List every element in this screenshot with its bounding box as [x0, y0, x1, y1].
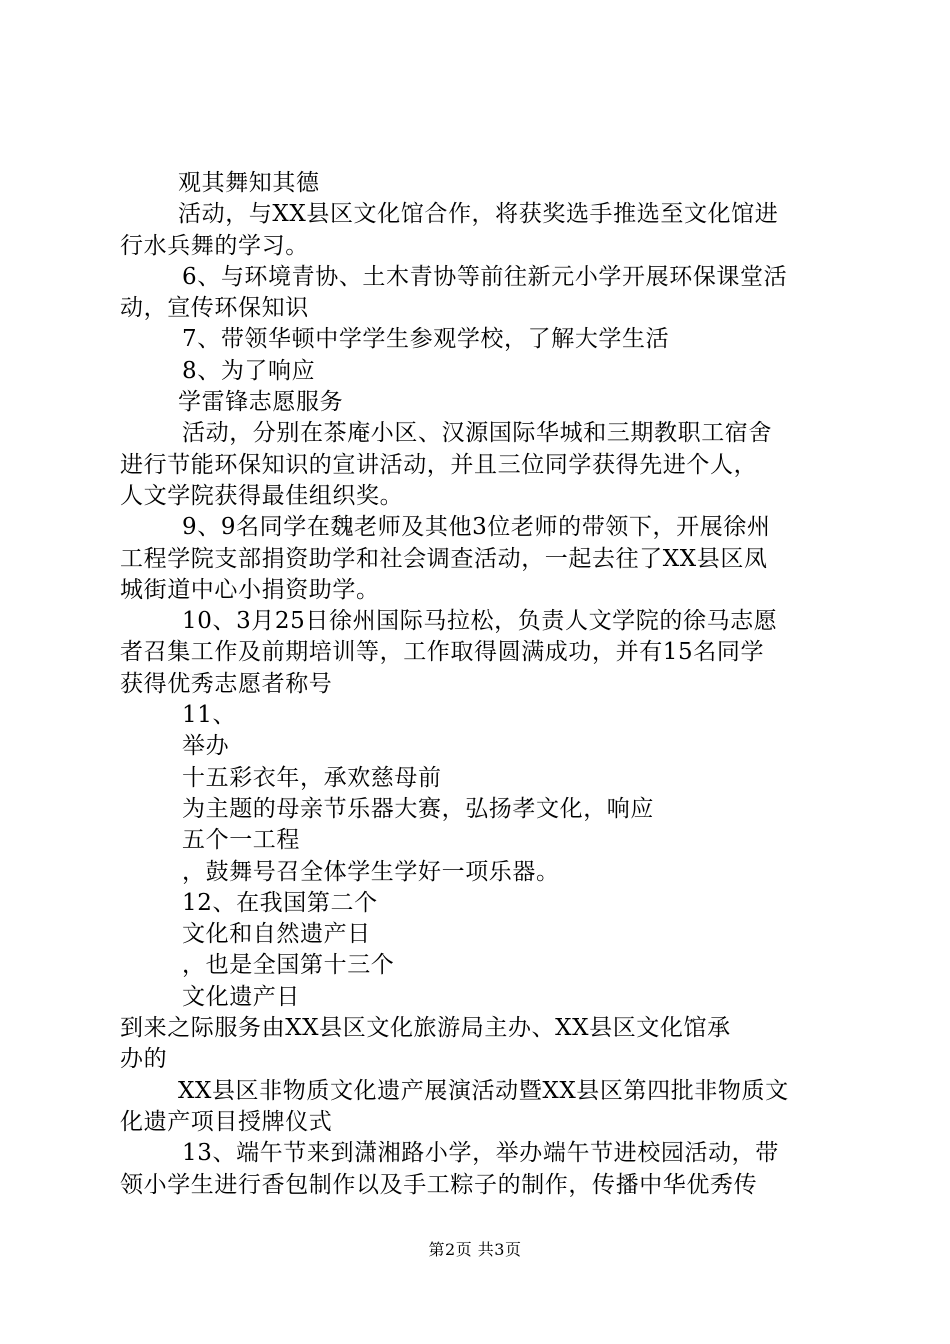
- text-line: 城街道中心小捐资助学。: [120, 576, 380, 603]
- text-line: ，鼓舞号召全体学生学好一项乐器。: [182, 858, 560, 885]
- text-line: XX县区非物质文化遗产展演活动暨XX县区第四批非物质文: [178, 1077, 789, 1104]
- text-line: 获得优秀志愿者称号: [120, 670, 333, 697]
- text-line: 为主题的母亲节乐器大赛，弘扬孝文化，响应: [182, 795, 654, 822]
- text-line: 进行节能环保知识的宣讲活动，并且三位同学获得先进个人，: [120, 451, 758, 478]
- text-line: 6、与环境青协、土木青协等前往新元小学开展环保课堂活: [182, 263, 788, 290]
- text-line: 动，宣传环保知识: [120, 295, 309, 322]
- text-line: 7、带领华顿中学学生参观学校，了解大学生活: [182, 326, 670, 353]
- text-line: 办的: [120, 1046, 168, 1073]
- text-line: 举办: [182, 733, 230, 760]
- text-line: 领小学生进行香包制作以及手工粽子的制作，传播中华优秀传: [120, 1171, 758, 1198]
- text-line: 9、9名同学在魏老师及其他3位老师的带领下，开展徐州: [182, 514, 771, 541]
- text-line: 活动，分别在茶庵小区、汉源国际华城和三期教职工宿舍: [182, 420, 772, 447]
- text-line: 10、3月25日徐州国际马拉松，负责人文学院的徐马志愿: [182, 608, 778, 635]
- text-line: 12、在我国第二个: [182, 889, 378, 916]
- text-line: 十五彩衣年，承欢慈母前: [182, 764, 442, 791]
- text-line: 者召集工作及前期培训等，工作取得圆满成功，并有15名同学: [120, 639, 765, 666]
- text-line: 文化和自然遗产日: [182, 921, 371, 948]
- page-number-footer: 第2页 共3页: [428, 1240, 522, 1259]
- text-line: ，也是全国第十三个: [182, 952, 395, 979]
- text-line: 8、为了响应: [182, 357, 316, 384]
- text-line: 13、端午节来到潇湘路小学，举办端午节进校园活动，带: [182, 1140, 779, 1167]
- text-line: 工程学院支部捐资助学和社会调查活动，一起去往了XX县区凤: [120, 545, 768, 572]
- text-line: 人文学院获得最佳组织奖。: [120, 482, 404, 509]
- text-line: 到来之际服务由XX县区文化旅游局主办、XX县区文化馆承: [120, 1015, 731, 1042]
- text-line: 行水兵舞的学习。: [120, 232, 309, 259]
- text-line: 观其舞知其德: [178, 170, 320, 196]
- text-line: 化遗产项目授牌仪式: [120, 1108, 333, 1135]
- document-body: [120, 168, 840, 1201]
- text-line: 文化遗产日: [182, 983, 300, 1010]
- text-line: 五个一工程: [182, 827, 300, 854]
- text-line: 学雷锋志愿服务: [178, 389, 344, 416]
- text-line: 11、: [182, 702, 237, 729]
- text-line: 活动，与XX县区文化馆合作，将获奖选手推选至文化馆进: [178, 201, 779, 228]
